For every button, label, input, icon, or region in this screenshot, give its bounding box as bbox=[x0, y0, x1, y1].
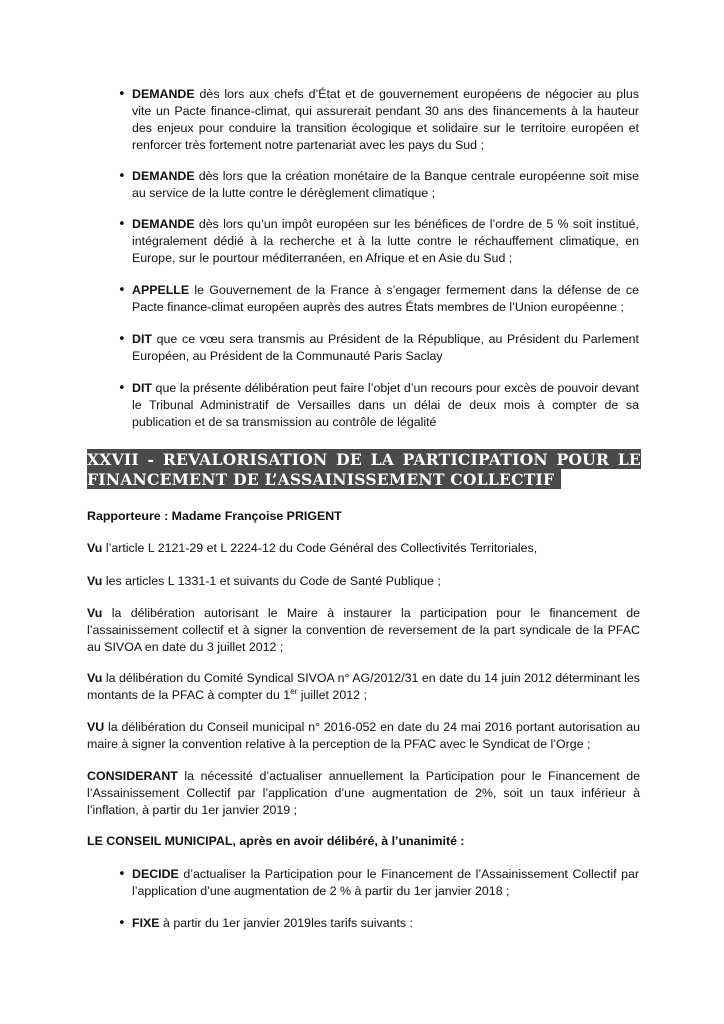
conseil-statement: LE CONSEIL MUNICIPAL, après en avoir délibéré, à l’unanimité : bbox=[87, 834, 465, 848]
superscript: er bbox=[290, 686, 298, 696]
bullet-glyph: • bbox=[118, 169, 126, 184]
item-text: dès lors aux chefs d’État et de gouvernement européens de négocier au plus vite un Pacte finance-climat, qui assurerait pendant 30 ans des financements à la hauteur des enjeux pour conduire la transition écologique et solidaire sur le territoire européen et renforcer très fortement notre partenariat avec les pays du Sud ; bbox=[132, 87, 639, 152]
keyword: CONSIDERANT bbox=[87, 769, 178, 783]
paragraph-text: la délibération du Comité Syndical SIVOA n° AG/2012/31 en date du 14 juin 2012 déterminant les montants de la PFAC à compter du 1 bbox=[87, 671, 640, 702]
keyword: APPELLE bbox=[132, 283, 190, 297]
considerant-paragraph bbox=[87, 768, 640, 819]
item-text: que ce vœu sera transmis au Président de la République, au Président du Parlement Européen, au Président de la Communauté Paris Saclay bbox=[132, 332, 639, 363]
item-text: dès lors que la création monétaire de la Banque centrale européenne soit mise au service de la lutte contre le dérèglement climatique ; bbox=[132, 169, 639, 200]
list-item bbox=[132, 331, 639, 365]
bullet-glyph: • bbox=[118, 916, 126, 931]
keyword: Vu bbox=[87, 671, 103, 685]
bullet-glyph: • bbox=[118, 867, 126, 882]
keyword: DECIDE bbox=[132, 867, 179, 881]
paragraph-text: la délibération autorisant le Maire à instaurer la participation pour le financement de l’assainissement collectif et à signer la convention de reversement de la part syndicale de la PFAC au SIVOA en date du 3 juillet 2012 ; bbox=[87, 606, 640, 654]
item-text: à partir du 1er janvier 2019les tarifs suivants : bbox=[159, 916, 413, 930]
bullet-glyph: • bbox=[118, 87, 126, 102]
vu-paragraph bbox=[87, 670, 640, 704]
keyword: Vu bbox=[87, 606, 103, 620]
item-text: d’actualiser la Participation pour le Financement de l’Assainissement Collectif par l’application d’une augmentation de 2 % à partir du 1er janvier 2018 ; bbox=[132, 867, 639, 898]
list-item bbox=[132, 86, 639, 154]
paragraph-text: la nécessité d’actualiser annuellement la Participation pour le Financement de l’Assainissement Collectif par l’application d’une augmentation de 2%, soit un taux inférieur à l’inflation, à partir du 1er janvier 2019 ; bbox=[87, 769, 640, 817]
list-item bbox=[132, 866, 639, 900]
list-item bbox=[132, 216, 639, 267]
keyword: DIT bbox=[132, 381, 152, 395]
list-item bbox=[132, 915, 639, 932]
section-heading-line1: XXVII - REVALORISATION DE LA PARTICIPATION POUR LE bbox=[87, 450, 641, 469]
keyword: DEMANDE bbox=[132, 169, 195, 183]
list-item bbox=[132, 168, 639, 202]
vu-paragraph bbox=[87, 573, 640, 590]
paragraph-text: la délibération du Conseil municipal n° 2016-052 en date du 24 mai 2016 portant autorisation au maire à signer la convention relative à la perception de la PFAC avec le Syndicat de l’Orge ; bbox=[87, 720, 640, 751]
keyword: Vu bbox=[87, 574, 103, 588]
keyword: Vu bbox=[87, 541, 103, 555]
bullet-glyph: • bbox=[118, 283, 126, 298]
paragraph-text: l’article L 2121-29 et L 2224-12 du Code Général des Collectivités Territoriales, bbox=[102, 541, 538, 555]
section-heading-line2: FINANCEMENT DE L’ASSAINISSEMENT COLLECTIF (PFAC) bbox=[87, 470, 623, 489]
section-heading bbox=[87, 449, 641, 489]
item-text: que la présente délibération peut faire l’objet d’un recours pour excès de pouvoir devant le Tribunal Administratif de Versailles dans un délai de deux mois à compter de sa publication et de sa transmission au contrôle de légalité bbox=[132, 381, 639, 429]
bullet-glyph: • bbox=[118, 217, 126, 232]
list-item bbox=[132, 282, 639, 316]
paragraph-text-end: juillet 2012 ; bbox=[297, 688, 367, 702]
vu-paragraph bbox=[87, 719, 640, 753]
rapporteure: Rapporteure : Madame Françoise PRIGENT bbox=[87, 509, 342, 523]
keyword: DIT bbox=[132, 332, 152, 346]
item-text: le Gouvernement de la France à s’engager fermement dans la défense de ce Pacte finance-climat européen auprès des autres États membres de l’Union européenne ; bbox=[132, 283, 639, 314]
keyword: VU bbox=[87, 720, 105, 734]
vu-paragraph bbox=[87, 605, 640, 656]
paragraph-text: les articles L 1331-1 et suivants du Code de Santé Publique ; bbox=[102, 574, 441, 588]
item-text: dès lors qu’un impôt européen sur les bénéfices de l’ordre de 5 % soit institué, intégralement dédié à la recherche et à la lutte contre le réchauffement climatique, en Europe, sur le pourtour méditerranéen, en Afrique et en Asie du Sud ; bbox=[132, 217, 639, 265]
bullet-glyph: • bbox=[118, 381, 126, 396]
bullet-glyph: • bbox=[118, 332, 126, 347]
keyword: FIXE bbox=[132, 916, 160, 930]
vu-paragraph bbox=[87, 540, 640, 557]
keyword: DEMANDE bbox=[132, 87, 195, 101]
list-item bbox=[132, 380, 639, 431]
keyword: DEMANDE bbox=[132, 217, 195, 231]
